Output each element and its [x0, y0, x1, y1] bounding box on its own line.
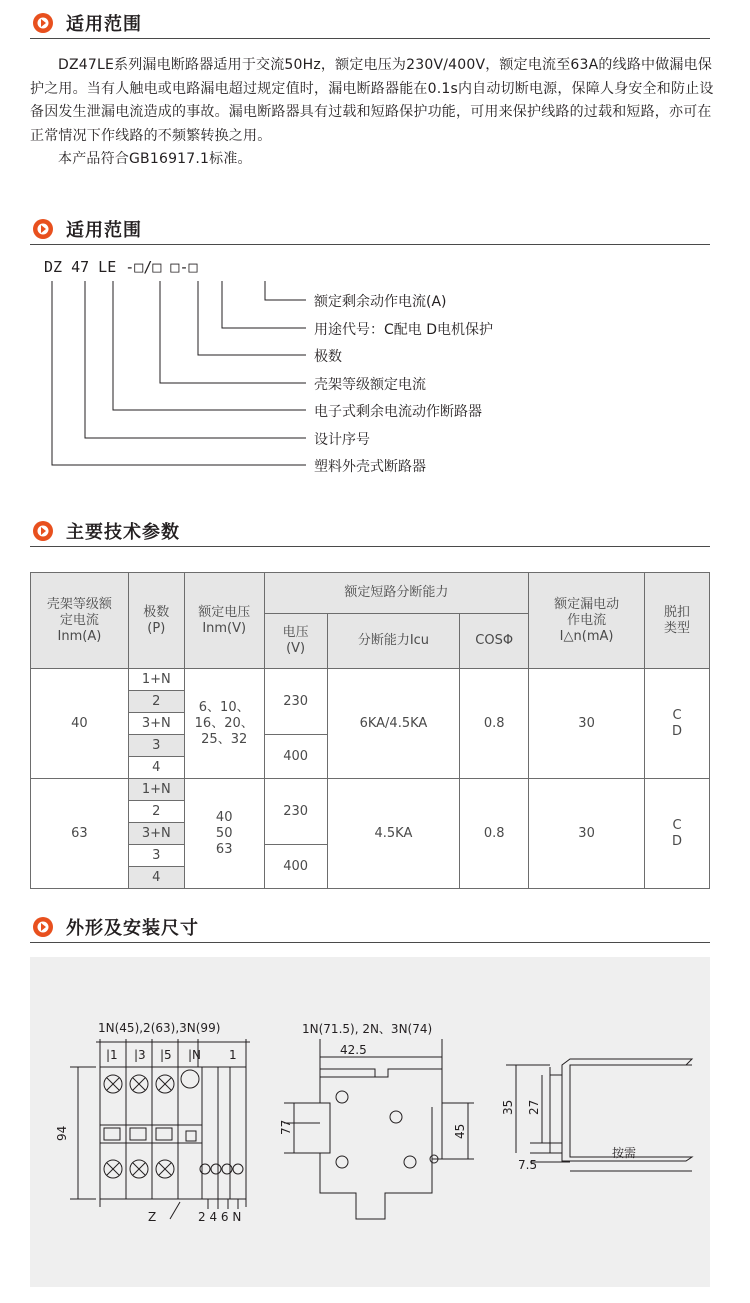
table-cell-trip: C D [645, 669, 710, 779]
legend-usage-code: 用途代号：C配电 D电机保护 [314, 322, 494, 338]
rail-depth-label: 7.5 [518, 1158, 538, 1172]
bottom-terminal-label: 2 4 6 N [198, 1210, 242, 1224]
rail-length-label: 按需 [612, 1146, 637, 1160]
side-right-label: 45 [453, 1123, 467, 1139]
spec-table [30, 572, 710, 889]
table-cell-pole: 1+N [128, 779, 184, 801]
table-cell-pole: 2 [128, 801, 184, 823]
terminal-label-test: 1 [229, 1048, 237, 1062]
table-cell-pole: 1+N [128, 669, 184, 691]
legend-poles: 极数 [314, 349, 342, 365]
header-breaking-capacity: 额定短路分断能力 [264, 573, 528, 614]
rail-z-label: Z [148, 1210, 157, 1224]
table-cell-pole: 3+N [128, 823, 184, 845]
table-cell-trip: C D [645, 779, 710, 889]
dimension-drawings [30, 957, 710, 1287]
side-left-label: 77 [279, 1119, 293, 1135]
orange-bullet-icon [32, 520, 54, 542]
table-cell-rated: 40 50 63 [184, 779, 264, 889]
table-cell-icu: 4.5KA [327, 779, 460, 889]
scope-paragraph: DZ47LE系列漏电断路器适用于交流50Hz，额定电压为230V/400V，额定电流至63A的线路中做漏电保护之用。当有人触电或电路漏电超过规定值时，漏电断路器能在0.1s内自动切断电源，保障人身安全和防止设备因发生泄漏电流造成的事故。漏电断路器具有过载和短路保护功能，可用来保护线路的过载和短路，亦可在正常情况下作线路的不频繁转换之用。 [30, 57, 714, 144]
table-cell-frame: 63 [31, 779, 129, 889]
front-view-label: 1N(45),2(63),3N(99) [98, 1021, 221, 1035]
table-cell-frame: 40 [31, 669, 129, 779]
table-cell-cos: 0.8 [460, 669, 529, 779]
section-title: 适用范围 [66, 14, 142, 35]
front-height-label: 94 [55, 1125, 69, 1141]
header-trip-type: 脱扣类型 [645, 573, 710, 669]
model-code: DZ 47 LE -□/□ □-□ [44, 258, 198, 276]
terminal-label-3: |3 [134, 1048, 146, 1062]
section-title: 外形及安装尺寸 [66, 918, 199, 939]
table-cell-icu: 6KA/4.5KA [327, 669, 460, 779]
dimension-drawings-svg [30, 957, 710, 1287]
table-cell-voltage: 400 [264, 845, 327, 889]
table-cell-pole: 2 [128, 691, 184, 713]
header-cos: COSΦ [460, 614, 529, 669]
table-cell-pole: 4 [128, 757, 184, 779]
legend-electronic-rcd: 电子式剩余电流动作断路器 [314, 404, 482, 420]
side-view-drawing [284, 1039, 474, 1219]
table-cell-rated: 6、10、 16、20、 25、32 [184, 669, 264, 779]
table-cell-pole: 3+N [128, 713, 184, 735]
header-leakage-current: 额定漏电动作电流I△n(mA) [529, 573, 645, 669]
header-poles: 极数(P) [128, 573, 184, 669]
section-header-specs [30, 516, 710, 547]
legend-residual-current: 额定剩余动作电流(A) [314, 294, 447, 310]
header-rated-current: 额定电压Inm(V) [184, 573, 264, 669]
section-title: 适用范围 [66, 220, 142, 241]
section-header-dimensions [30, 912, 710, 943]
header-icu: 分断能力Icu [327, 614, 460, 669]
terminal-label-n: |N [188, 1048, 202, 1062]
table-cell-voltage: 230 [264, 669, 327, 735]
table-cell-leakage: 30 [529, 779, 645, 889]
rail-inner-label: 27 [527, 1099, 541, 1115]
standard-paragraph: 本产品符合GB16917.1标准。 [58, 151, 252, 167]
terminal-label-5: |5 [160, 1048, 172, 1062]
orange-bullet-icon [32, 916, 54, 938]
table-cell-cos: 0.8 [460, 779, 529, 889]
table-cell-leakage: 30 [529, 669, 645, 779]
side-view-label: 1N(71.5), 2N、3N(74) [302, 1022, 433, 1036]
legend-frame-current: 壳架等级额定电流 [314, 377, 426, 393]
side-width-label: 42.5 [340, 1043, 367, 1057]
legend-plastic-case: 塑料外壳式断路器 [314, 459, 426, 475]
table-cell-voltage: 230 [264, 779, 327, 845]
table-cell-voltage: 400 [264, 735, 327, 779]
header-frame-current: 壳架等级额定电流Inm(A) [31, 573, 129, 669]
terminal-label-1: |1 [106, 1048, 118, 1062]
front-view-drawing [70, 1039, 250, 1219]
table-cell-pole: 4 [128, 867, 184, 889]
header-voltage: 电压(V) [264, 614, 327, 669]
section-title: 主要技术参数 [66, 522, 180, 543]
legend-design-number: 设计序号 [314, 432, 370, 448]
table-cell-pole: 3 [128, 845, 184, 867]
table-cell-pole: 3 [128, 735, 184, 757]
rail-height-label: 35 [501, 1099, 515, 1115]
